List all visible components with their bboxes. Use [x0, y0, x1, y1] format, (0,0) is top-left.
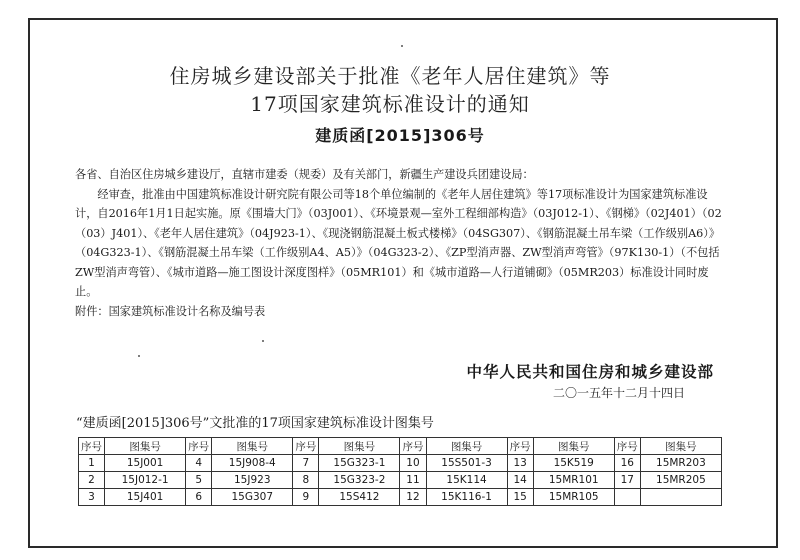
table-cell: 1: [79, 455, 105, 472]
header-cell: 图集号: [426, 438, 507, 455]
header-cell: 序号: [507, 438, 533, 455]
header-cell: 序号: [293, 438, 319, 455]
header-cell: 图集号: [319, 438, 400, 455]
table-cell: 15S501-3: [426, 455, 507, 472]
table-cell: 6: [186, 489, 212, 506]
table-cell: 7: [293, 455, 319, 472]
header-cell: 图集号: [105, 438, 186, 455]
table-cell: 15G323-1: [319, 455, 400, 472]
notice-title-line-2: 17项国家建筑标准设计的通知: [250, 92, 530, 116]
table-cell: 5: [186, 472, 212, 489]
table-row: [79, 455, 722, 472]
header-cell: 序号: [186, 438, 212, 455]
header-cell: 图集号: [212, 438, 293, 455]
scan-speck: [262, 340, 264, 342]
table-cell: 15J012-1: [105, 472, 186, 489]
table-cell: 15G307: [212, 489, 293, 506]
table-cell: 4: [186, 455, 212, 472]
table-cell: 3: [79, 489, 105, 506]
atlas-number-table: [78, 437, 722, 506]
table-cell: 15MR205: [640, 472, 721, 489]
salutation: 各省、自治区住房城乡建设厅，直辖市建委（规委）及有关部门，新疆生产建设兵团建设局：: [75, 168, 534, 181]
table-cell: 15K519: [533, 455, 614, 472]
table-cell: 15K116-1: [426, 489, 507, 506]
attachment-note: 附件：国家建筑标准设计名称及编号表: [75, 304, 266, 318]
table-header-row: [79, 438, 722, 455]
table-cell: 10: [400, 455, 426, 472]
table-cell: 2: [79, 472, 105, 489]
header-cell: 序号: [79, 438, 105, 455]
issue-date: 二〇一五年十二月十四日: [552, 386, 685, 400]
table-cell: 9: [293, 489, 319, 506]
table-cell: 16: [614, 455, 640, 472]
table-cell: 15MR105: [533, 489, 614, 506]
table-cell: 13: [507, 455, 533, 472]
document-number: 建质函[2015]306号: [315, 126, 485, 145]
table-cell: 15J001: [105, 455, 186, 472]
table-cell: 15S412: [319, 489, 400, 506]
table-cell: 15MR101: [533, 472, 614, 489]
table-cell: 12: [400, 489, 426, 506]
notice-body: [75, 165, 725, 321]
header-cell: 序号: [614, 438, 640, 455]
table-cell: 14: [507, 472, 533, 489]
table-cell: 15: [507, 489, 533, 506]
table-cell: 17: [614, 472, 640, 489]
header-cell: 序号: [400, 438, 426, 455]
header-cell: 图集号: [533, 438, 614, 455]
table-cell: 15G323-2: [319, 472, 400, 489]
table-row: [79, 472, 722, 489]
issuing-authority: 中华人民共和国住房和城乡建设部: [466, 363, 714, 381]
scan-speck: [401, 45, 403, 47]
table-cell: 11: [400, 472, 426, 489]
table-cell: 15MR203: [640, 455, 721, 472]
table-cell: [640, 489, 721, 506]
table-cell: 8: [293, 472, 319, 489]
header-cell: 图集号: [640, 438, 721, 455]
table-cell: 15J923: [212, 472, 293, 489]
table-cell: 15J401: [105, 489, 186, 506]
table-row: [79, 489, 722, 506]
notice-title-line-1: 住房城乡建设部关于批准《老年人居住建筑》等: [169, 64, 611, 88]
table-cell: 15K114: [426, 472, 507, 489]
table-cell: [614, 489, 640, 506]
main-paragraph: 经审查，批准由中国建筑标准设计研究院有限公司等18个单位编制的《老年人居住建筑》等17项标准设计为国家建筑标准设计，自2016年1月1日起实施。原《围墙大门》（03J001）、《环境景观—室外工程细部构造》（03J012-1）、《钢梯》（02J401）（02（03）J401）、《老年人居住建筑》（04J923-1）、《现浇钢筋混凝土板式楼梯》（04SG307）、《钢筋混凝土吊车梁（工作级别A6）》（04G323-1）、《钢筋混凝土吊车梁（工作级别A4、A5）》（04G323-2）、《ZP型消声器、ZW型消声弯管》（97K130-1）（不包括ZW型消声弯管）、《城市道路—施工图设计深度图样》（05MR101）和《城市道路—人行道铺砌》（05MR203）标准设计同时废止。: [75, 187, 722, 298]
table-caption: “建质函[2015]306号”文批准的17项国家建筑标准设计图集号: [76, 416, 434, 431]
table-cell: 15J908-4: [212, 455, 293, 472]
scan-speck: [138, 355, 140, 357]
